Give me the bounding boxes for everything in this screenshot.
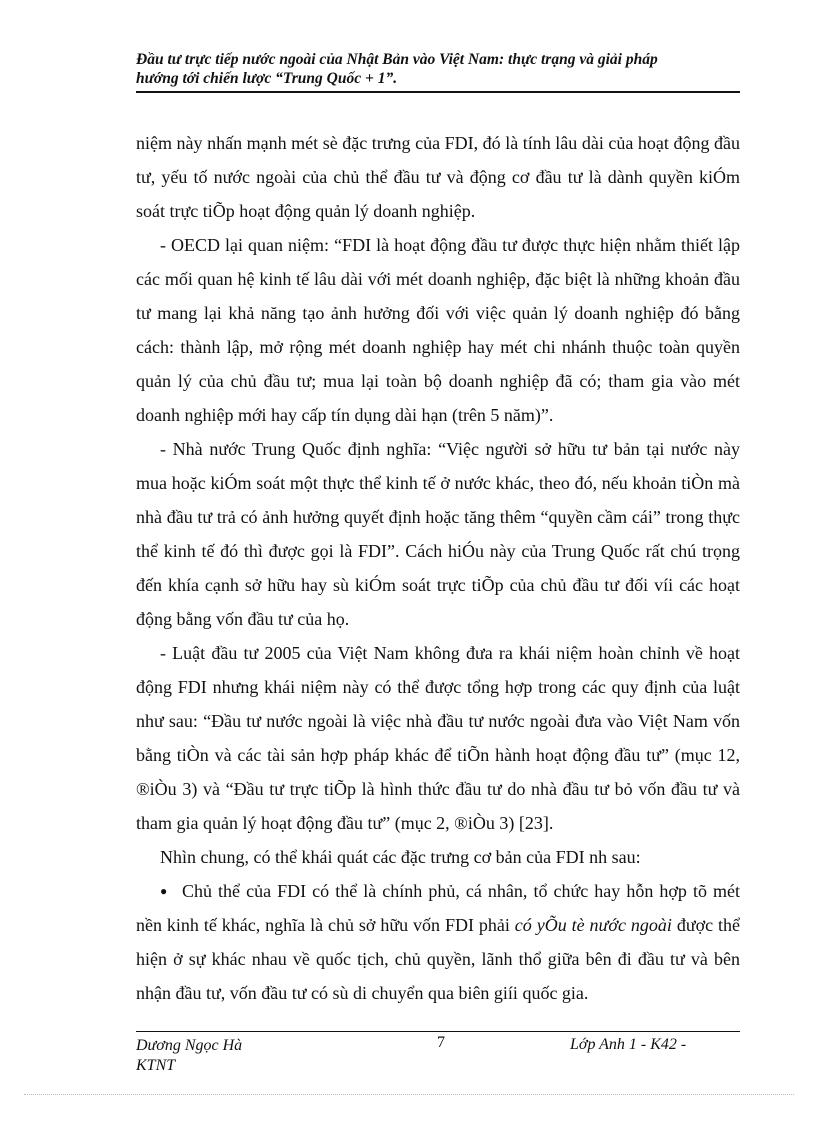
bullet-text-italic: có yÕu tè nước ngoài xyxy=(514,915,672,935)
footer-author-block xyxy=(136,1036,242,1076)
bullet-item xyxy=(136,874,740,1010)
page-edge-divider xyxy=(24,1094,794,1095)
bullet-text-start: Chủ thể của FDI có thể là chính phủ, cá nhân, tổ chức hay hỗn hợp tõ mét nền kinh tế khác, nghĩa là chủ sở hữu vốn FDI phải xyxy=(136,881,740,935)
page-number: 7 xyxy=(437,1034,445,1051)
paragraph-china: - Nhà nước Trung Quốc định nghĩa: “Việc người sở hữu tư bản tại nước này mua hoặc kiÓm soát một thực thể kinh tế ở nước khác, theo đó, nếu khoản tiÒn mà nhà đầu tư trả có ảnh hưởng quyết định hoặc tăng thêm “quyền cầm cái” trong thực thể kinh tế đó thì được gọi là FDI”. Cách hiÓu này của Trung Quốc rất chú trọng đến khía cạnh sở hữu hay sù kiÓm soát trực tiÕp của chủ đầu tư đối víi các hoạt động bằng vốn đầu tư của họ. xyxy=(136,439,740,629)
running-header xyxy=(136,50,740,88)
paragraph-vietnam-law: - Luật đầu tư 2005 của Việt Nam không đưa ra khái niệm hoàn chỉnh về hoạt động FDI nhưng khái niệm này có thể được tổng hợp trong các quy định của luật như sau: “Đầu tư nước ngoài là việc nhà đầu tư nước ngoài đưa vào Việt Nam vốn bằng tiÒn và các tài sản hợp pháp khác để tiÕn hành hoạt động đầu tư” (mục 12, ®iÒu 3) và “Đầu tư trực tiÕp là hình thức đầu tư do nhà đầu tư bỏ vốn đầu tư và tham gia quản lý hoạt động đầu tư” (mục 2, ®iÒu 3) [23]. xyxy=(136,643,740,833)
bullet-icon: ● xyxy=(160,884,168,898)
body-text xyxy=(136,126,740,1010)
footer-author: Dương Ngọc Hà xyxy=(136,1037,243,1054)
footer-dept: KTNT xyxy=(136,1057,176,1074)
header-rule xyxy=(136,91,740,93)
paragraph-1: niệm này nhấn mạnh mét sè đặc trưng của FDI, đó là tính lâu dài của hoạt động đầu tư, yếu tố nước ngoài của chủ thể đầu tư và động cơ đầu tư là dành quyền kiÓm soát trực tiÕp hoạt động quản lý doanh nghiệp. xyxy=(136,133,740,221)
paragraph-summary: Nhìn chung, có thể khái quát các đặc trưng cơ bản của FDI nh sau: xyxy=(160,847,641,867)
bullet-text-end: được thể hiện ở sự khác nhau về quốc tịch, chủ quyền, lãnh thổ giữa bên đi đầu tư và bên nhận đầu tư, vốn đầu tư có sù di chuyển qua biên giíi quốc gia. xyxy=(136,915,740,1003)
paragraph-oecd: - OECD lại quan niệm: “FDI là hoạt động đầu tư được thực hiện nhằm thiết lập các mối quan hệ kinh tế lâu dài với mét doanh nghiệp, đặc biệt là những khoản đầu tư mang lại khả năng tạo ảnh hưởng đối với việc quản lý doanh nghiệp đó bằng cách: thành lập, mở rộng mét doanh nghiệp hay mét chi nhánh thuộc toàn quyền quản lý của chủ đầu tư; mua lại toàn bộ doanh nghiệp đã có; tham gia vào mét doanh nghiệp mới hay cấp tín dụng dài hạn (trên 5 năm)”. xyxy=(136,235,740,425)
footer-rule xyxy=(136,1031,740,1032)
footer-class: Lớp Anh 1 - K42 - xyxy=(570,1036,687,1053)
header-line-1: Đầu tư trực tiếp nước ngoài của Nhật Bản vào Việt Nam: thực trạng và giải pháp xyxy=(136,51,658,68)
header-line-2: hướng tới chiến lược “Trung Quốc + 1”. xyxy=(136,70,398,87)
